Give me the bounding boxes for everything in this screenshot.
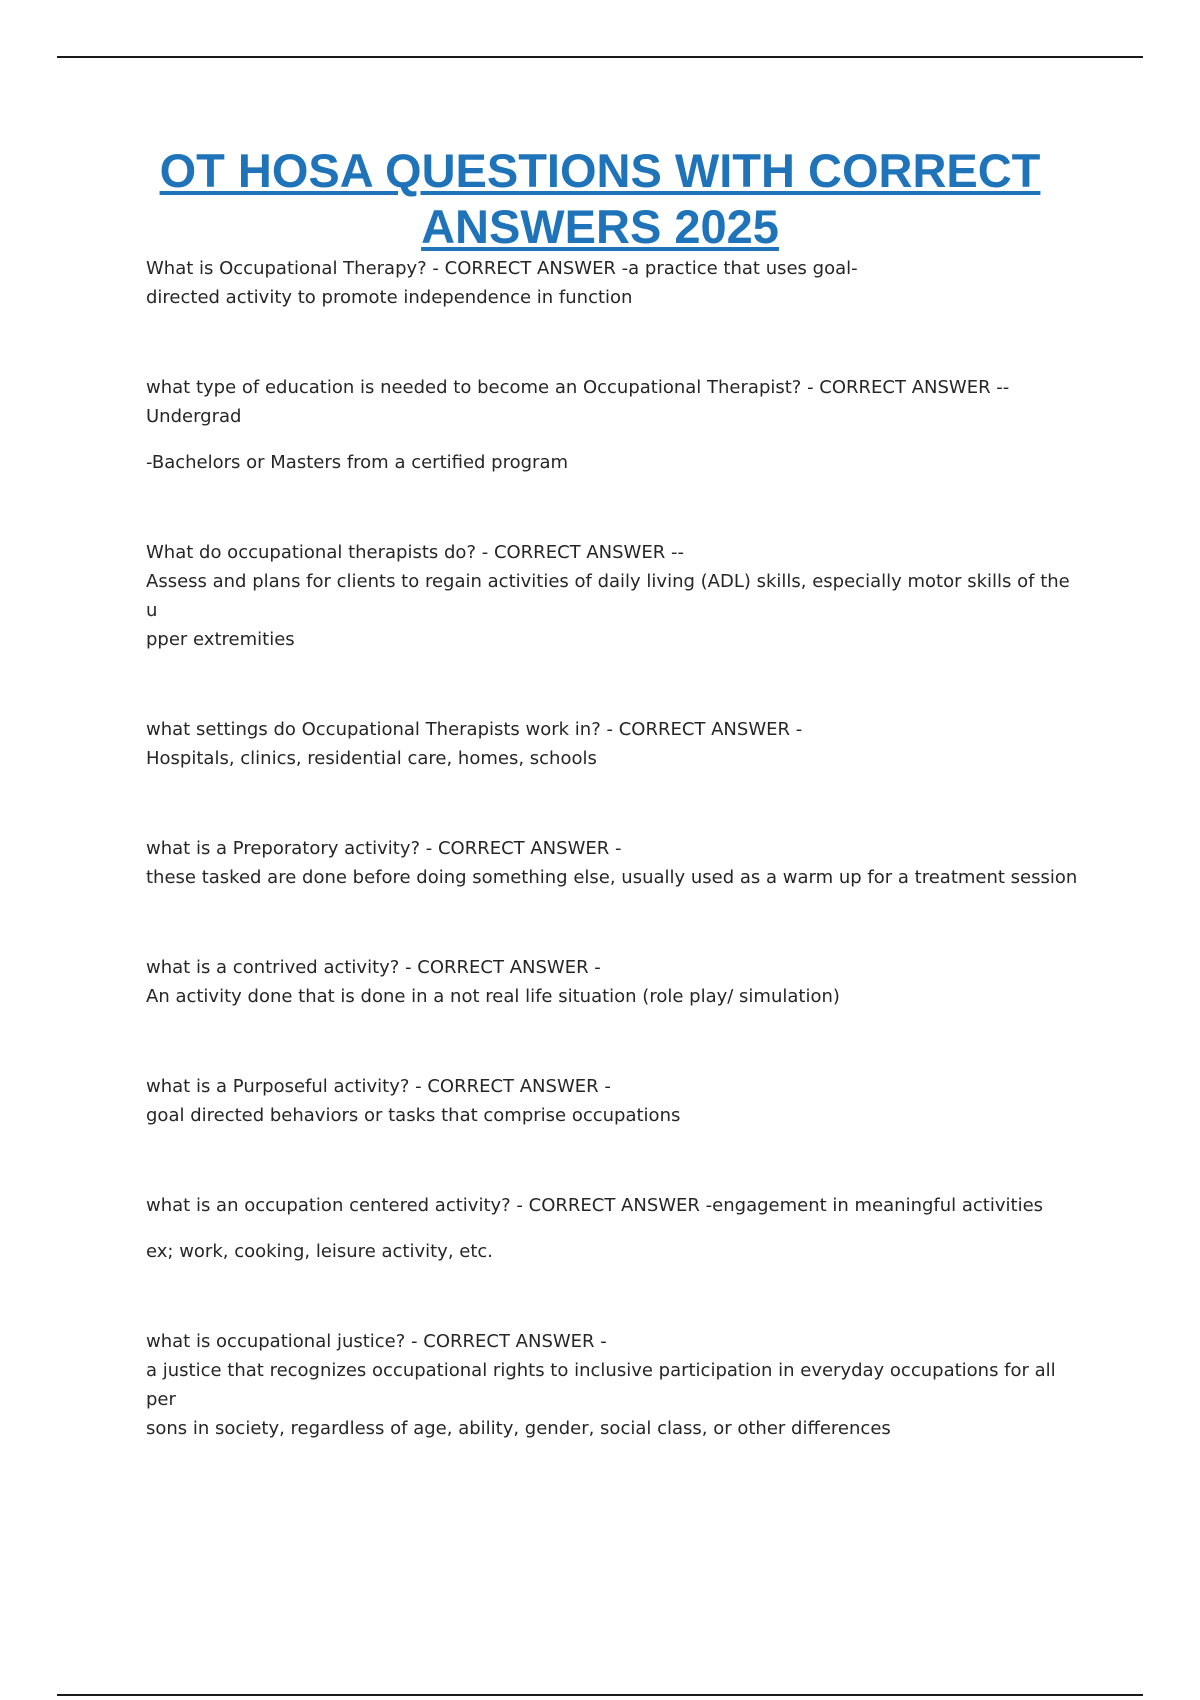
qa-text: what is a contrived activity? - CORRECT ANSWER - An activity done that is done in a not real life situation (role play/ simulation) xyxy=(146,957,840,1007)
qa-item-2 xyxy=(146,373,1086,477)
qa-item-6 xyxy=(146,953,1086,1011)
document-title: OT HOSA QUESTIONS WITH CORRECT ANSWERS 2025 xyxy=(159,144,1041,253)
qa-text: what is a Purposeful activity? - CORRECT ANSWER - goal directed behaviors or tasks that comprise occupations xyxy=(146,1076,681,1126)
qa-text: What do occupational therapists do? - CORRECT ANSWER -- Assess and plans for clients to regain activities of daily living (ADL) skills, especially motor skills of the u pper extremities xyxy=(146,542,1070,650)
bottom-divider xyxy=(57,1694,1143,1696)
top-divider xyxy=(57,56,1143,58)
qa-item-9 xyxy=(146,1327,1086,1443)
qa-text: what settings do Occupational Therapists work in? - CORRECT ANSWER - Hospitals, clinics, residential care, homes, schools xyxy=(146,719,803,769)
qa-text: what is a Preporatory activity? - CORRECT ANSWER - these tasked are done before doing something else, usually used as a warm up for a treatment session xyxy=(146,838,1078,888)
qa-extra-text: ex; work, cooking, leisure activity, etc. xyxy=(146,1241,494,1262)
qa-text: what is an occupation centered activity? - CORRECT ANSWER -engagement in meaningful activities xyxy=(146,1195,1044,1216)
qa-text: what is occupational justice? - CORRECT ANSWER - a justice that recognizes occupational rights to inclusive participation in everyday occupations for all per sons in society, regardless of age, ability, gender, social class, or other differences xyxy=(146,1331,1056,1439)
qa-item-5 xyxy=(146,834,1086,892)
qa-list xyxy=(146,254,1086,1504)
qa-item-7 xyxy=(146,1072,1086,1130)
qa-item-1 xyxy=(146,254,1086,312)
qa-item-3 xyxy=(146,538,1086,654)
qa-text: what type of education is needed to become an Occupational Therapist? - CORRECT ANSWER -- Undergrad xyxy=(146,377,1010,427)
qa-item-4 xyxy=(146,715,1086,773)
qa-extra-text: -Bachelors or Masters from a certified program xyxy=(146,452,569,473)
qa-item-8 xyxy=(146,1191,1086,1266)
qa-text: What is Occupational Therapy? - CORRECT ANSWER -a practice that uses goal- directed activity to promote independence in function xyxy=(146,258,858,308)
